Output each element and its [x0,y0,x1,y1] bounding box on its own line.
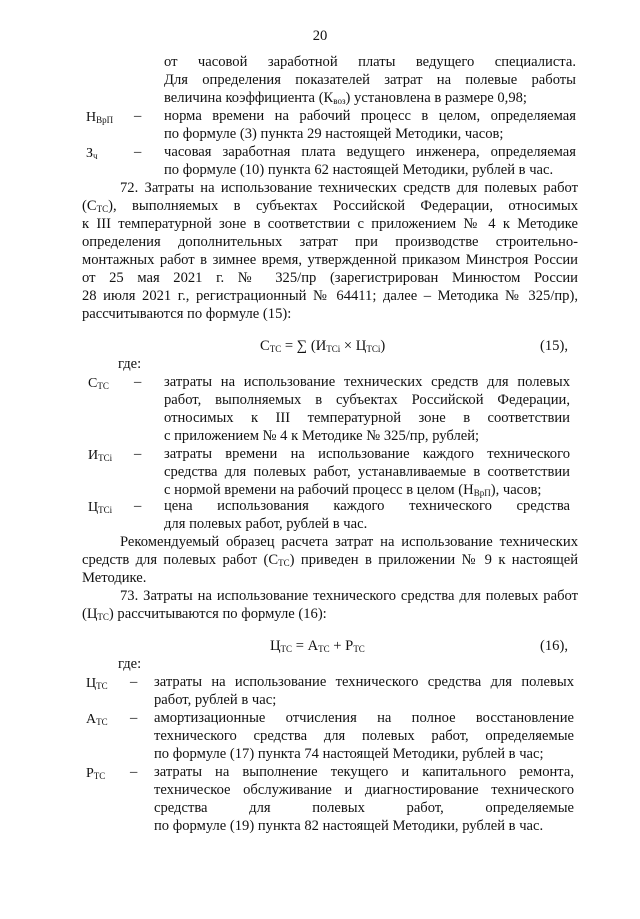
text-line: от часовой заработной платы ведущего специалиста. [164,54,576,70]
definition-dash: – [130,764,138,780]
text-span: ) установлена в размере 0,98; [345,90,527,106]
definition-symbol: $Ц_{ТСi}$ [88,500,113,515]
text-span: величина коэффициента (К [164,90,334,106]
paragraph-line: Рекомендуемый образец расчета затрат на использование технических [120,534,578,550]
subscript: воз [333,96,346,106]
definition-line: средства для полевых работ, устанавливаемые в соответствии [164,464,570,480]
definition-line: с нормой времени на рабочий процесс в целом $(Н_{ВрП})$, часов; [164,482,542,498]
text-line [164,90,527,107]
formula-number: (15), [540,338,568,354]
definition-line: норма времени на рабочий процесс в целом, определяемая [164,108,576,124]
paragraph-line: Методике. [82,570,147,586]
definition-line: средства для полевых работ, определяемые [154,800,574,816]
definition-dash: – [134,374,142,390]
definition-symbol: $З_ч$ [86,146,98,161]
definition-line: техническое обслуживание и диагностирование технического [154,782,574,798]
definition-symbol: $Ц_{ТС}$ [86,676,108,691]
paragraph-line: средств для полевых работ $(С_{ТС})$ приведен в приложении № 9 к настоящей [82,552,578,568]
definition-dash: – [134,498,142,514]
paragraph-line: к III температурной зоне в соответствии с приложением № 4 к Методике [82,216,578,232]
definition-line: относимых к III температурной зоне в соответствии [164,410,570,426]
definition-line: затраты на использование технических средств для полевых [164,374,570,390]
definition-line: часовая заработная плата ведущего инженера, определяемая [164,144,576,160]
paragraph-line: 73. Затраты на использование технического средства для полевых работ [120,588,578,604]
page-number: 20 [312,28,328,44]
formula-16: $Ц_{ТС} = А_{ТС} + Р_{ТС}$ [270,638,365,654]
definition-line: по формуле (19) пункта 82 настоящей Методики, рублей в час. [154,818,544,834]
definition-dash: – [130,674,138,690]
definition-symbol: $Р_{ТС}$ [86,766,106,781]
paragraph-line: от 25 мая 2021 г. № 325/пр (зарегистрирован Минюстом России [82,270,578,286]
where-label: где: [118,356,142,372]
definition-line: затраты на выполнение текущего и капитального ремонта, [154,764,574,780]
definition-symbol: $С_{ТС}$ [88,376,109,391]
definition-line: затраты на использование технического средства для полевых [154,674,574,690]
definition-line: затраты времени на использование каждого технического [164,446,570,462]
definition-line: технического средства для полевых работ, определяемые [154,728,574,744]
definition-dash: – [134,446,142,462]
paragraph-line: 72. Затраты на использование технических средств для полевых работ [120,180,578,196]
paragraph-line: определения дополнительных затрат при производстве строительно- [82,234,578,250]
definition-line: по формуле (17) пункта 74 настоящей Методики, рублей в час; [154,746,544,762]
paragraph-line: $(С_{ТС})$, выполняемых в субъектах Российской Федерации, относимых [82,198,578,214]
paragraph-line: 28 июля 2021 г., регистрационный № 64411; далее – Методика № 325/пр), [82,288,578,304]
paragraph-line: рассчитываются по формуле (15): [82,306,292,322]
definition-dash: – [134,144,142,160]
definition-symbol: $И_{ТСi}$ [88,448,113,463]
definition-line: по формуле (10) пункта 62 настоящей Методики, рублей в час. [164,162,554,178]
definition-line: амортизационные отчисления на полное восстановление [154,710,574,726]
definition-symbol: $Н_{ВрП}$ [86,110,114,125]
definition-symbol: $А_{ТС}$ [86,712,108,727]
definition-line: работ, рублей в час; [154,692,277,708]
formula-number: (16), [540,638,568,654]
definition-dash: – [134,108,142,124]
where-label: где: [118,656,142,672]
formula-15: $С_{ТС}$ = ∑ $(И_{ТСi} \times Ц_{ТСi})$ [260,338,386,354]
definition-line: с приложением № 4 к Методике № 325/пр, рублей; [164,428,480,444]
definition-line: для полевых работ, рублей в час. [164,516,368,532]
text-line: Для определения показателей затрат на полевые работы [164,72,576,88]
definition-line: по формуле (3) пункта 29 настоящей Методики, часов; [164,126,504,142]
definition-line: цена использования каждого технического средства [164,498,570,514]
paragraph-line: $(Ц_{ТС})$ рассчитываются по формуле (16): [82,606,327,622]
definition-line: работ, выполняемых в субъектах Российской Федерации, [164,392,570,408]
definition-dash: – [130,710,138,726]
paragraph-line: монтажных работ в зимнее время, утвержденной приказом Минстроя России [82,252,578,268]
